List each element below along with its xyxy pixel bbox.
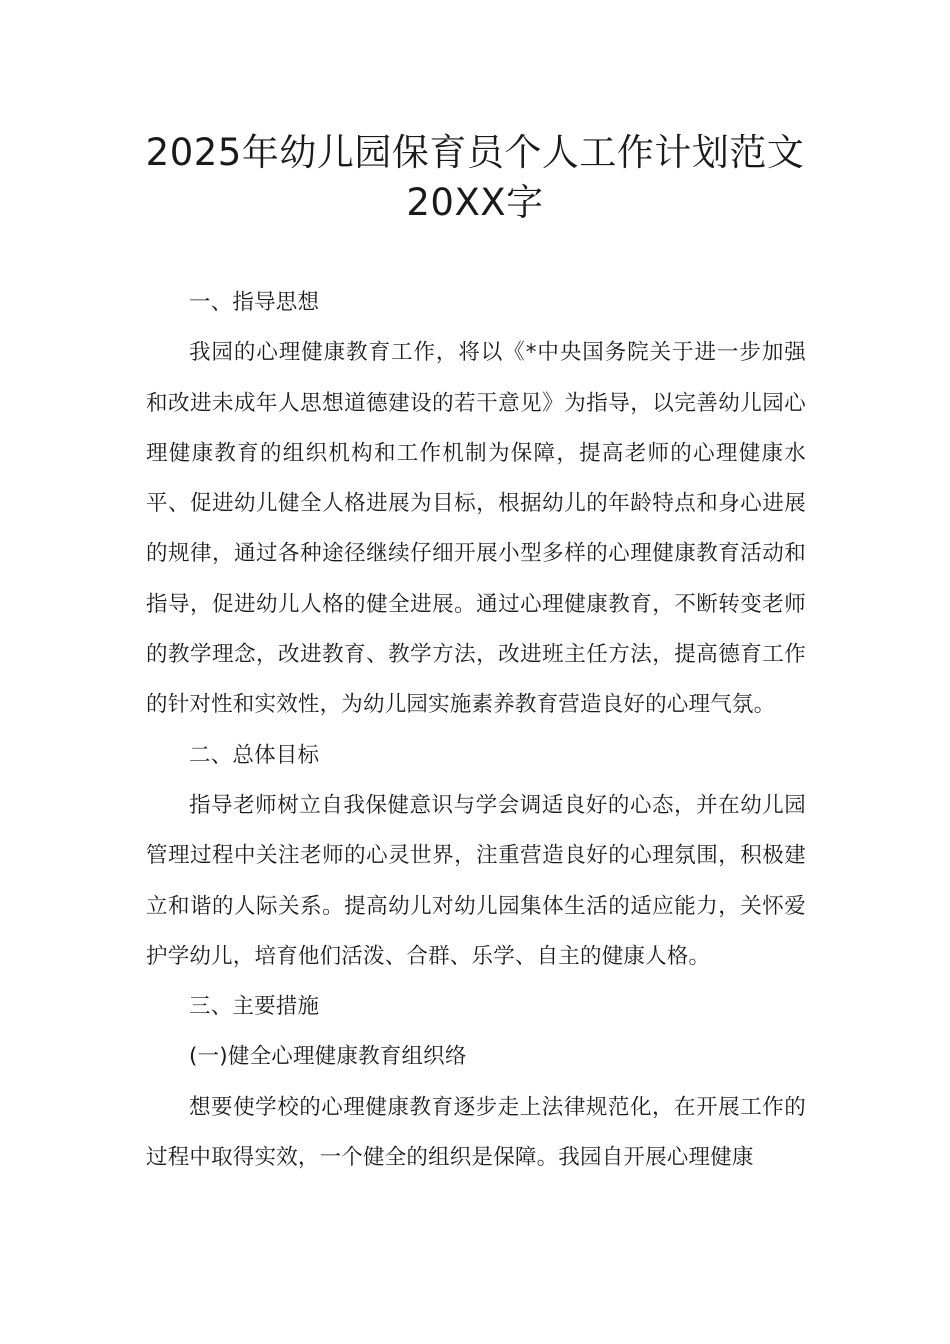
title-line-1: 2025年幼儿园保育员个人工作计划范文 <box>145 131 805 174</box>
title-line-2: 20XX字 <box>406 181 544 224</box>
document-body <box>146 278 806 1183</box>
paragraph-overall-goal: 指导老师树立自我保健意识与学会调适良好的心态，并在幼儿园管理过程中关注老师的心灵世界，注重营造良好的心理氛围，积极建立和谐的人际关系。提高幼儿对幼儿园集体生活的适应能力，关怀爱护学幼儿，培育他们活泼、合群、乐学、自主的健康人格。 <box>146 792 806 969</box>
section-heading-overall-goal: 二、总体目标 <box>189 742 320 768</box>
section-heading-main-measures: 三、主要措施 <box>189 994 320 1020</box>
subsection-heading-organization: (一)健全心理健康教育组织络 <box>189 1044 467 1070</box>
document-title <box>100 128 850 228</box>
paragraph-organization: 想要使学校的心理健康教育逐步走上法律规范化，在开展工作的过程中取得实效，一个健全的组织是保障。我园自开展心理健康 <box>146 1094 806 1171</box>
section-heading-guiding-thought: 一、指导思想 <box>189 290 320 315</box>
paragraph-guiding-thought: 我园的心理健康教育工作，将以《*中央国务院关于进一步加强和改进未成年人思想道德建设的若干意见》为指导，以完善幼儿园心理健康教育的组织机构和工作机制为保障，提高老师的心理健康水平、促进幼儿健全人格进展为目标，根据幼儿的年龄特点和身心进展的规律，通过各种途径继续仔细开展小型多样的心理健康教育活动和指导，促进幼儿人格的健全进展。通过心理健康教育，不断转变老师的教学理念，改进教育、教学方法，改进班主任方法，提高德育工作的针对性和实效性，为幼儿园实施素养教育营造良好的心理气氛。 <box>146 340 806 718</box>
